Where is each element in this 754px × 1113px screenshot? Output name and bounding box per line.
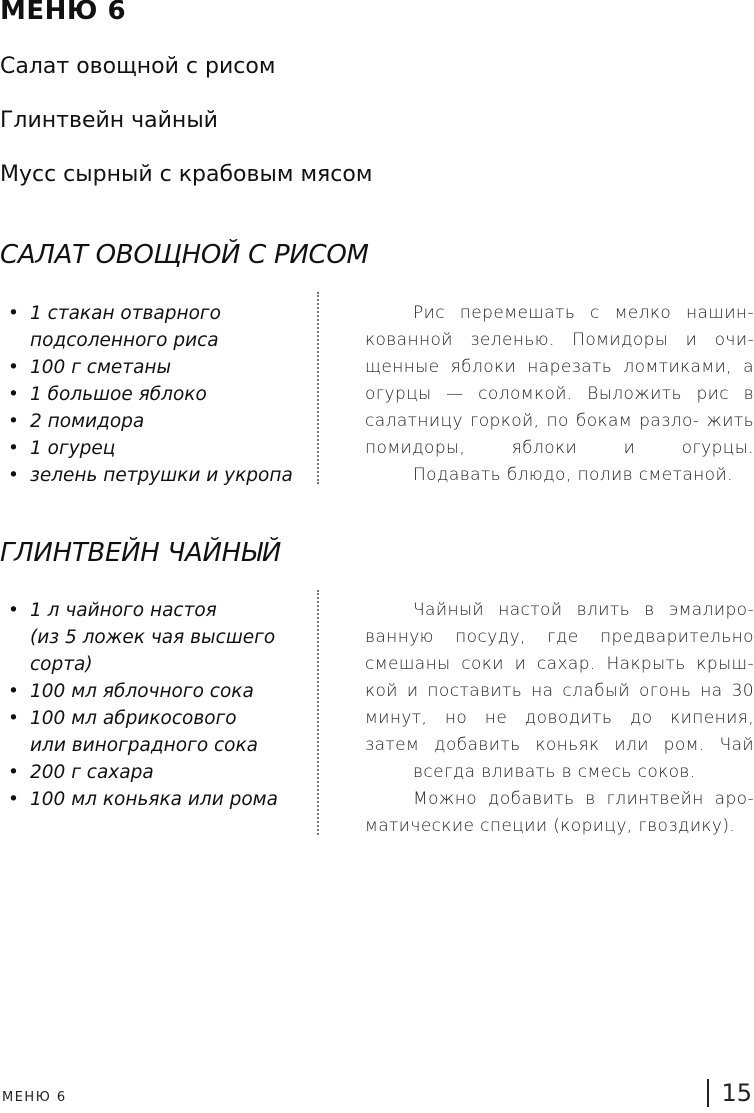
bullet-icon: •: [8, 681, 19, 702]
recipe-instructions-salad: [365, 300, 754, 489]
bullet-icon: •: [8, 384, 19, 405]
instruction-paragraph: Подавать блюдо, полив сметаной.: [413, 465, 733, 485]
ingredient-item: • зелень петрушки и укропа: [8, 462, 308, 489]
ingredients-list-salad: [8, 300, 308, 489]
instruction-paragraph: Можно добавить в глинтвейн аро-: [413, 789, 754, 809]
ingredients-list-mulled-wine: [8, 597, 308, 813]
ingredient-item: • 1 огурец: [8, 435, 308, 462]
bullet-icon: •: [8, 762, 19, 783]
recipe-title-mulled-wine: ГЛИНТВЕЙН ЧАЙНЫЙ: [0, 538, 281, 568]
bullet-icon: •: [8, 708, 19, 729]
instruction-paragraph: всегда вливать в смесь соков.: [413, 762, 696, 782]
ingredient-item: • 2 помидора: [8, 408, 308, 435]
ingredient-item: • 100 мл коньяка или рома: [8, 786, 308, 813]
page-number: 15: [707, 1079, 752, 1107]
ingredient-item: • 1 стакан отварного подсоленного риса: [8, 300, 308, 354]
recipe-title-salad: САЛАТ ОВОЩНОЙ С РИСОМ: [0, 240, 369, 270]
page-title: МЕНЮ 6: [0, 0, 127, 26]
bullet-icon: •: [8, 438, 19, 459]
instruction-paragraph: Рис перемешать с мелко нашин- кованной зеленью. Помидоры и очи- щенные яблоки нарезать ломтиками, а огурцы — соломкой. Выложить рис в салатницу горкой, по бокам разло- жить помидоры, яблоки и огурцы.: [365, 303, 754, 458]
bullet-icon: •: [8, 411, 19, 432]
recipe-instructions-mulled-wine: [365, 597, 754, 840]
bullet-icon: •: [8, 465, 19, 486]
menu-item-salad: Салат овощной с рисом: [0, 54, 276, 79]
menu-item-mousse: Мусс сырный с крабовым мясом: [0, 162, 373, 187]
bullet-icon: •: [8, 303, 19, 324]
column-divider: [317, 590, 319, 835]
instruction-paragraph: матические специи (корицу, гвоздику).: [365, 816, 736, 836]
bullet-icon: •: [8, 600, 19, 621]
ingredient-item: • 100 мл яблочного сока: [8, 678, 308, 705]
column-divider: [317, 292, 319, 484]
running-footer-label: МЕНЮ 6: [2, 1090, 67, 1105]
ingredient-item: • 1 л чайного настоя (из 5 ложек чая высшего сорта): [8, 597, 308, 678]
ingredient-item: • 100 г сметаны: [8, 354, 308, 381]
bullet-icon: •: [8, 789, 19, 810]
ingredient-item: • 1 большое яблоко: [8, 381, 308, 408]
ingredient-item: • 100 мл абрикосового или виноградного сока: [8, 705, 308, 759]
footer-divider-bar: [707, 1079, 709, 1107]
ingredient-item: • 200 г сахара: [8, 759, 308, 786]
bullet-icon: •: [8, 357, 19, 378]
instruction-paragraph: Чайный настой влить в эмалиро- ванную посуду, где предварительно смешаны соки и сахар. Накрыть крыш- кой и поставить на слабый огонь на 30 минут, но не доводить до кипения, затем добавить коньяк или ром. Чай: [365, 600, 754, 755]
menu-item-mulled-wine: Глинтвейн чайный: [0, 108, 218, 133]
